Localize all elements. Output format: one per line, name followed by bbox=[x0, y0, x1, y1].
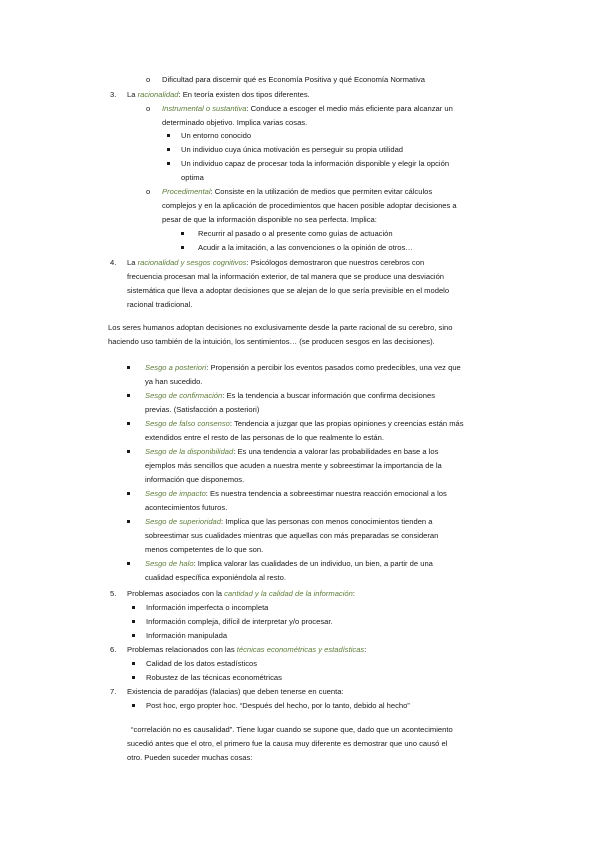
bullet-text: Información compleja, difícil de interpretar y/o procesar. bbox=[146, 617, 333, 626]
text: : Es una tendencia a valorar las probabilidades en base a los bbox=[233, 447, 439, 456]
list-item-informacion bbox=[127, 589, 355, 599]
bullet-text: Información imperfecta o incompleta bbox=[146, 603, 269, 612]
highlighted-term: Instrumental o sustantiva bbox=[162, 104, 247, 113]
bias-item bbox=[145, 419, 464, 429]
square-bullet-marker bbox=[132, 676, 135, 679]
square-bullet-marker bbox=[132, 620, 135, 623]
bias-term: Sesgo de falso consenso bbox=[145, 419, 230, 428]
paragraph-line: Los seres humanos adoptan decisiones no exclusivamente desde la parte racional de su cerebro, sino bbox=[108, 323, 453, 332]
text: : Es nuestra tendencia a sobreestimar nuestra reacción emocional a los bbox=[205, 489, 447, 498]
text: : Psicólogos demostraron que nuestros cerebros con bbox=[246, 258, 425, 267]
text: La bbox=[127, 90, 138, 99]
bullet-text: Un individuo cuya única motivación es perseguir su propia utilidad bbox=[181, 145, 404, 154]
square-bullet-marker bbox=[132, 662, 135, 665]
list-item-paradojas: Existencia de paradójas (falacias) que deben tenerse en cuenta: bbox=[127, 687, 344, 696]
list-number: 4. bbox=[110, 258, 117, 267]
text: : Implica que las personas con menos conocimientos tienden a bbox=[221, 517, 433, 526]
bias-term: Sesgo de la disponibilidad bbox=[145, 447, 234, 456]
highlighted-term: racionalidad y sesgos cognitivos bbox=[137, 258, 247, 267]
square-bullet-marker bbox=[167, 148, 170, 151]
text-line: información que disponemos. bbox=[145, 475, 245, 484]
text-line: sobreestimar sus cualidades mientras que aquellas con más preparadas se consideran bbox=[145, 531, 439, 540]
bias-term: Sesgo a posteriori bbox=[145, 363, 207, 372]
square-bullet-marker bbox=[127, 492, 130, 495]
bullet-text: Robustez de las técnicas econométricas bbox=[146, 673, 282, 682]
sub-item-procedimental bbox=[162, 187, 432, 197]
square-bullet-marker bbox=[132, 606, 135, 609]
text-line: pesar de que la información disponible no sea perfecta. Implica: bbox=[162, 215, 377, 224]
square-bullet-marker bbox=[167, 162, 170, 165]
square-bullet-marker bbox=[167, 134, 170, 137]
text-line: frecuencia procesan mal la información exterior, de tal manera que se produce una desviación bbox=[127, 272, 445, 281]
paragraph-line: haciendo uso también de la intuición, los sentimientos… (se producen sesgos en las decisiones). bbox=[108, 337, 435, 346]
list-number: 3. bbox=[110, 90, 117, 99]
list-number: 6. bbox=[110, 645, 117, 654]
circle-bullet-marker: o bbox=[146, 104, 151, 113]
square-bullet-marker bbox=[132, 634, 135, 637]
circle-bullet-marker: o bbox=[146, 75, 151, 84]
text-line: ya han sucedido. bbox=[145, 377, 203, 386]
list-item-racionalidad bbox=[127, 90, 310, 100]
bias-item bbox=[145, 559, 433, 569]
square-bullet-marker bbox=[132, 704, 135, 707]
bullet-text: Calidad de los datos estadísticos bbox=[146, 659, 258, 668]
list-number: 5. bbox=[110, 589, 117, 598]
bullet-text: Post hoc, ergo propter hoc. “Después del hecho, por lo tanto, debido al hecho” bbox=[146, 701, 410, 710]
paragraph-line: “correlación no es causalidad”. Tiene lugar cuando se supone que, dado que un acontecimiento bbox=[131, 725, 453, 734]
bias-term: Sesgo de impacto bbox=[145, 489, 206, 498]
list-number: 7. bbox=[110, 687, 117, 696]
bullet-text: Dificultad para discernir qué es Economía Positiva y qué Economía Normativa bbox=[162, 75, 425, 84]
bias-term: Sesgo de superioridad bbox=[145, 517, 221, 526]
bullet-text-continued: optima bbox=[181, 173, 204, 182]
paragraph-line: otro. Pueden suceder muchas cosas: bbox=[127, 753, 253, 762]
text-line: complejos y en la aplicación de procedimientos que hacen posible adoptar decisiones a bbox=[162, 201, 457, 210]
bullet-text: Información manipulada bbox=[146, 631, 228, 640]
text: : bbox=[352, 589, 355, 598]
highlighted-term: Procedimental bbox=[162, 187, 211, 196]
text-line: cualidad específica exponiéndola al resto. bbox=[145, 573, 286, 582]
square-bullet-marker bbox=[127, 366, 130, 369]
highlighted-term: racionalidad bbox=[137, 90, 179, 99]
text-line: menos competentes de lo que son. bbox=[145, 545, 264, 554]
text: : Propensión a percibir los eventos pasados como predecibles, una vez que bbox=[206, 363, 461, 372]
bias-term: Sesgo de halo bbox=[145, 559, 194, 568]
text: : Tendencia a juzgar que las propias opiniones y creencias están más bbox=[229, 419, 464, 428]
list-item-sesgos bbox=[127, 258, 424, 268]
bias-item bbox=[145, 489, 447, 499]
bias-item bbox=[145, 517, 432, 527]
text: : Consiste en la utilización de medios que permiten evitar cálculos bbox=[210, 187, 433, 196]
text: Problemas relacionados con las bbox=[127, 645, 237, 654]
paragraph-line: sucedió antes que el otro, el primero fue la causa muy diferente es demostrar que uno causó el bbox=[127, 739, 448, 748]
text: : Conduce a escoger el medio más eficiente para alcanzar un bbox=[246, 104, 453, 113]
text-line: acontecimientos futuros. bbox=[145, 503, 228, 512]
text-line: extendidos entre el resto de las personas de lo que realmente lo están. bbox=[145, 433, 384, 442]
bullet-text: Un entorno conocido bbox=[181, 131, 252, 140]
sub-item-instrumental bbox=[162, 104, 453, 114]
square-bullet-marker bbox=[127, 450, 130, 453]
bias-item bbox=[145, 363, 461, 373]
highlighted-term: cantidad y la calidad de la información bbox=[224, 589, 353, 598]
bias-item bbox=[145, 391, 435, 401]
text: : Es la tendencia a buscar información que confirma decisiones bbox=[222, 391, 435, 400]
square-bullet-marker bbox=[127, 422, 130, 425]
text-line: previas. (Satisfacción a posteriori) bbox=[145, 405, 260, 414]
square-bullet-marker bbox=[127, 520, 130, 523]
text: : bbox=[364, 645, 367, 654]
bias-term: Sesgo de confirmación bbox=[145, 391, 223, 400]
text: La bbox=[127, 258, 138, 267]
text-line: sistemática que lleva a adoptar decisiones que se alejan de lo que sería previsible en el modelo bbox=[127, 286, 450, 295]
bias-item bbox=[145, 447, 438, 457]
square-bullet-marker bbox=[181, 232, 184, 235]
text-line: ejemplos más sencillos que acuden a nuestra mente y sobreestimar la importancia de la bbox=[145, 461, 442, 470]
bullet-text: Acudir a la imitación, a las convenciones o la opinión de otros… bbox=[198, 243, 413, 252]
square-bullet-marker bbox=[127, 562, 130, 565]
bullet-text: Un individuo capaz de procesar toda la información disponible y elegir la opción bbox=[181, 159, 450, 168]
text: : En teoría existen dos tipos diferentes. bbox=[178, 90, 310, 99]
list-item-tecnicas bbox=[127, 645, 366, 655]
square-bullet-marker bbox=[127, 394, 130, 397]
square-bullet-marker bbox=[181, 246, 184, 249]
text-line: determinado objetivo. Implica varias cosas. bbox=[162, 118, 308, 127]
circle-bullet-marker: o bbox=[146, 187, 151, 196]
bullet-text: Recurrir al pasado o al presente como guías de actuación bbox=[198, 229, 393, 238]
highlighted-term: técnicas econométricas y estadísticas bbox=[236, 645, 365, 654]
text-line: racional tradicional. bbox=[127, 300, 193, 309]
text: : Implica valorar las cualidades de un individuo, un bien, a partir de una bbox=[193, 559, 433, 568]
text: Problemas asociados con la bbox=[127, 589, 225, 598]
